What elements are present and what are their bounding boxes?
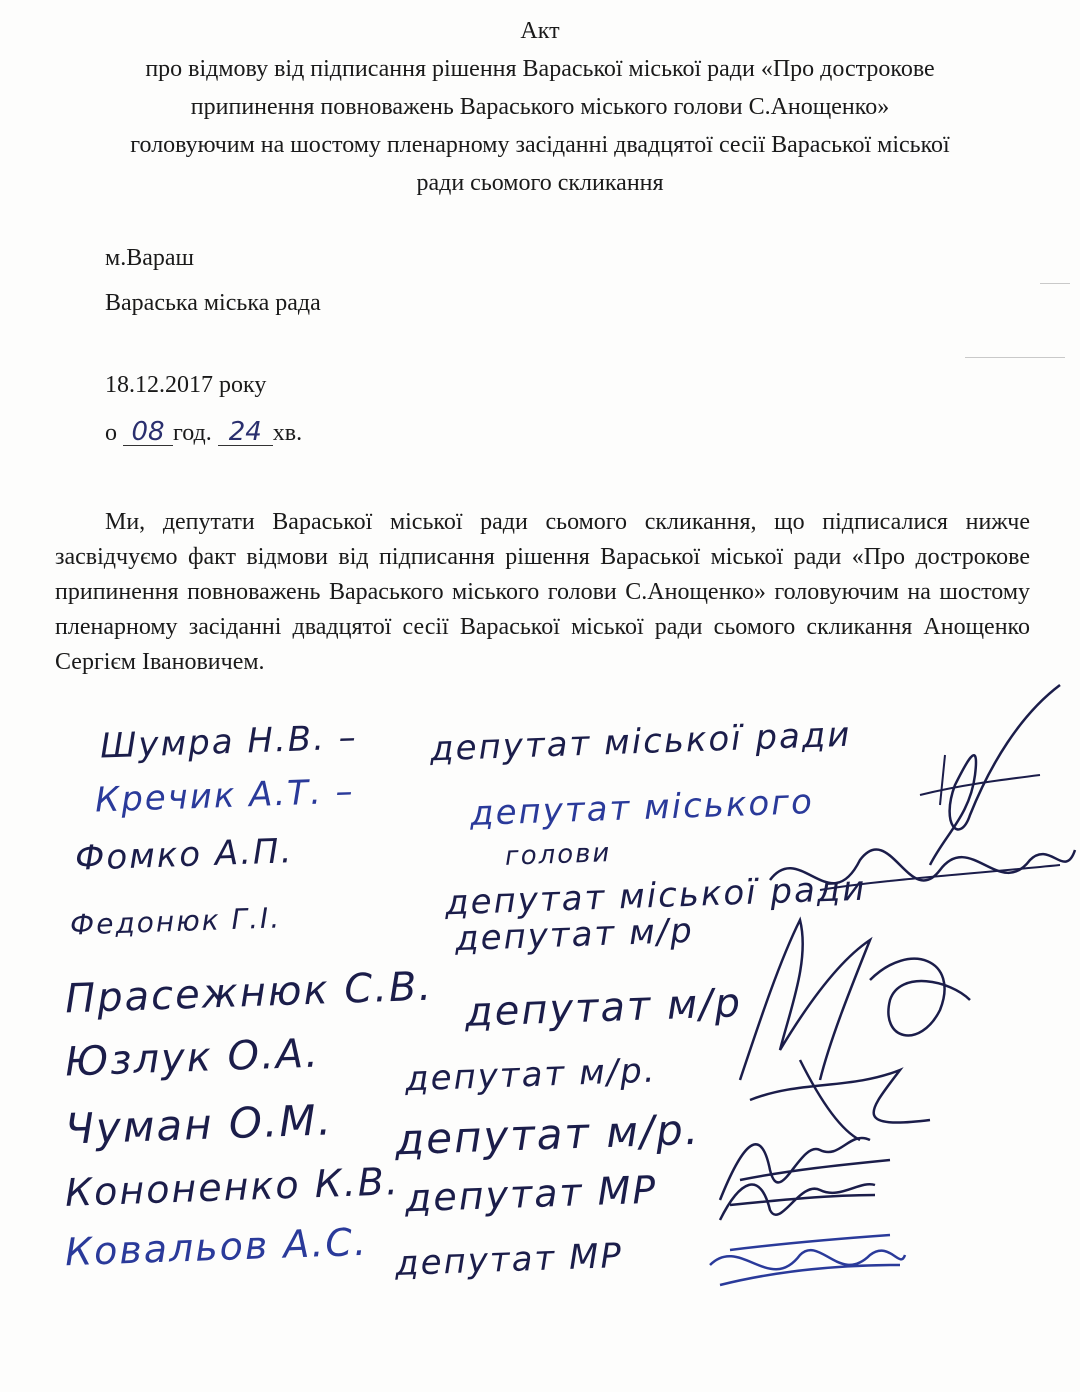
signatory-role: депутат міської ради: [444, 868, 868, 924]
signatory-name: Ковальов А.С.: [64, 1219, 369, 1275]
subtitle-line: припинення повноважень Вараського міського голови С.Анощенко»: [190, 94, 890, 120]
signatory-name: Прасежнюк С.В.: [64, 963, 434, 1023]
signatory-role: депутат м/р: [454, 910, 695, 960]
document-title-block: [30, 12, 1050, 202]
signatory-name: Фомко А.П.: [74, 831, 294, 879]
signatory-role: депутат м/р.: [394, 1104, 701, 1165]
signatory-role: голови: [504, 838, 612, 872]
signatory-name: Федонюк Г.І.: [69, 901, 282, 942]
subtitle-line: ради сьомого скликання: [416, 170, 664, 196]
time-minutes-value: 24: [218, 417, 273, 446]
council-label: Вараська міська рада: [105, 290, 321, 316]
time-prefix: о: [105, 420, 117, 446]
city-label: м.Вараш: [105, 245, 194, 271]
signatory-role: депутат м/р.: [404, 1050, 658, 1100]
signatory-name: Кречик А.Т. –: [94, 771, 356, 821]
scan-artifact-line: [1040, 283, 1070, 284]
signatory-role: депутат міської ради: [429, 714, 853, 770]
signatory-role: депутат МР: [394, 1236, 624, 1284]
signatory-role: депутат м/р: [464, 980, 743, 1036]
subtitle-line: про відмову від підписання рішення Вараської міської ради «Про дострокове: [145, 56, 935, 82]
handwritten-signature: [700, 1225, 910, 1305]
time-hours-unit: год.: [173, 420, 212, 446]
signatory-name: Шумра Н.В. –: [99, 717, 359, 767]
signatory-name: Кононенко К.В.: [64, 1159, 401, 1215]
signatory-name: Чуман О.М.: [64, 1095, 334, 1154]
time-hours-value: 08: [123, 417, 173, 446]
signatory-role: депутат МР: [404, 1167, 659, 1221]
document-title: Акт: [520, 18, 560, 44]
scan-artifact-line: [965, 357, 1065, 358]
act-body-paragraph: Ми, депутати Вараської міської ради сьомого скликання, що підписалися нижче засвідчуємо факт відмови від підписання рішення Вараської міської ради «Про дострокове припинення повноважень Вараського міського голови С.Анощенко» головуючим на шостому пленарному засіданні двадцятої сесії Вараської міської ради сьомого скликання Анощенко Сергієм Івановичем.: [55, 509, 1030, 675]
signatory-role: депутат міського: [469, 782, 815, 834]
time-minutes-unit: хв.: [272, 420, 303, 446]
time-line: [105, 417, 302, 447]
signatory-name: Юзлук О.А.: [64, 1030, 321, 1086]
date-label: 18.12.2017 року: [105, 372, 267, 398]
subtitle-line: головуючим на шостому пленарному засіданні двадцятої сесії Вараської міської: [130, 132, 950, 158]
